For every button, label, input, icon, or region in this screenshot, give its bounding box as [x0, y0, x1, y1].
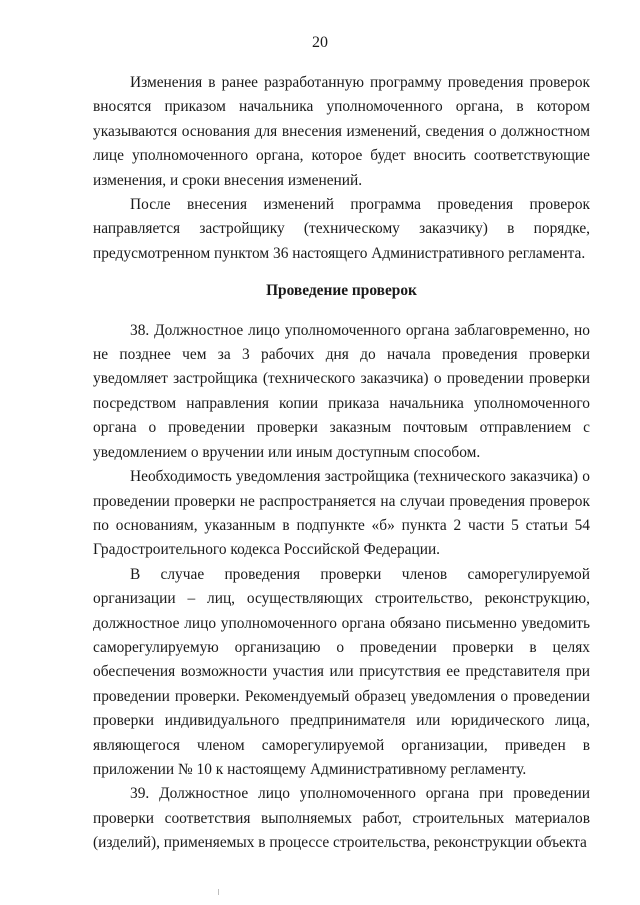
- paragraph-program-sending: После внесения изменений программа проведения проверок направляется застройщику (техническому заказчику) в порядке, предусмотренном пунктом 36 настоящего Административного регламента.: [93, 196, 590, 262]
- paragraph-item-38: 38. Должностное лицо уполномоченного органа заблаговременно, но не позднее чем за 3 рабочих дня до начала проведения проверки уведомляет застройщика (технического заказчика) о проведении проверки посредством направления копии приказа начальника уполномоченного органа о проведении проверки заказным почтовым отправлением с уведомлением о вручении или иным доступным способом.: [93, 321, 590, 461]
- paragraph-item-39: 39. Должностное лицо уполномоченного органа при проведении проверки соответствия выполняемых работ, строительных материалов (изделий), применяемых в процессе строительства, реконструкции объекта: [93, 785, 590, 852]
- paragraph-program-changes: Изменения в ранее разработанную программу проведения проверок вносятся приказом начальника уполномоченного органа, в котором указываются основания для внесения изменений, сведения о должностном лице уполномоченного органа, которое будет вносить соответствующие изменения, и сроки внесения изменений.: [93, 74, 590, 189]
- paragraph-sro-notification: В случае проведения проверки членов саморегулируемой организации – лиц, осуществляющих строительство, реконструкцию, должностное лицо уполномоченного органа обязано письменно уведомить саморегулируемую организацию о проведении проверки в целях обеспечения возможности участия или присутствия ее представителя при проведении проверки. Рекомендуемый образец уведомления о проведении проверки индивидуального предпринимателя или юридического лица, являющегося членом саморегулируемой организации, приведен в приложении № 10 к настоящему Административному регламенту.: [93, 565, 590, 778]
- paragraph-notification-exception: Необходимость уведомления застройщика (технического заказчика) о проведении проверки не распространяется на случаи проведения проверок по основаниям, указанным в подпункте «б» пункта 2 части 5 статьи 54 Градостроительного кодекса Российской Федерации.: [93, 468, 590, 559]
- section-heading: Проведение проверок: [266, 282, 417, 300]
- page-number: 20: [312, 34, 328, 51]
- document-body: [93, 71, 590, 856]
- scan-artifact: [218, 889, 219, 895]
